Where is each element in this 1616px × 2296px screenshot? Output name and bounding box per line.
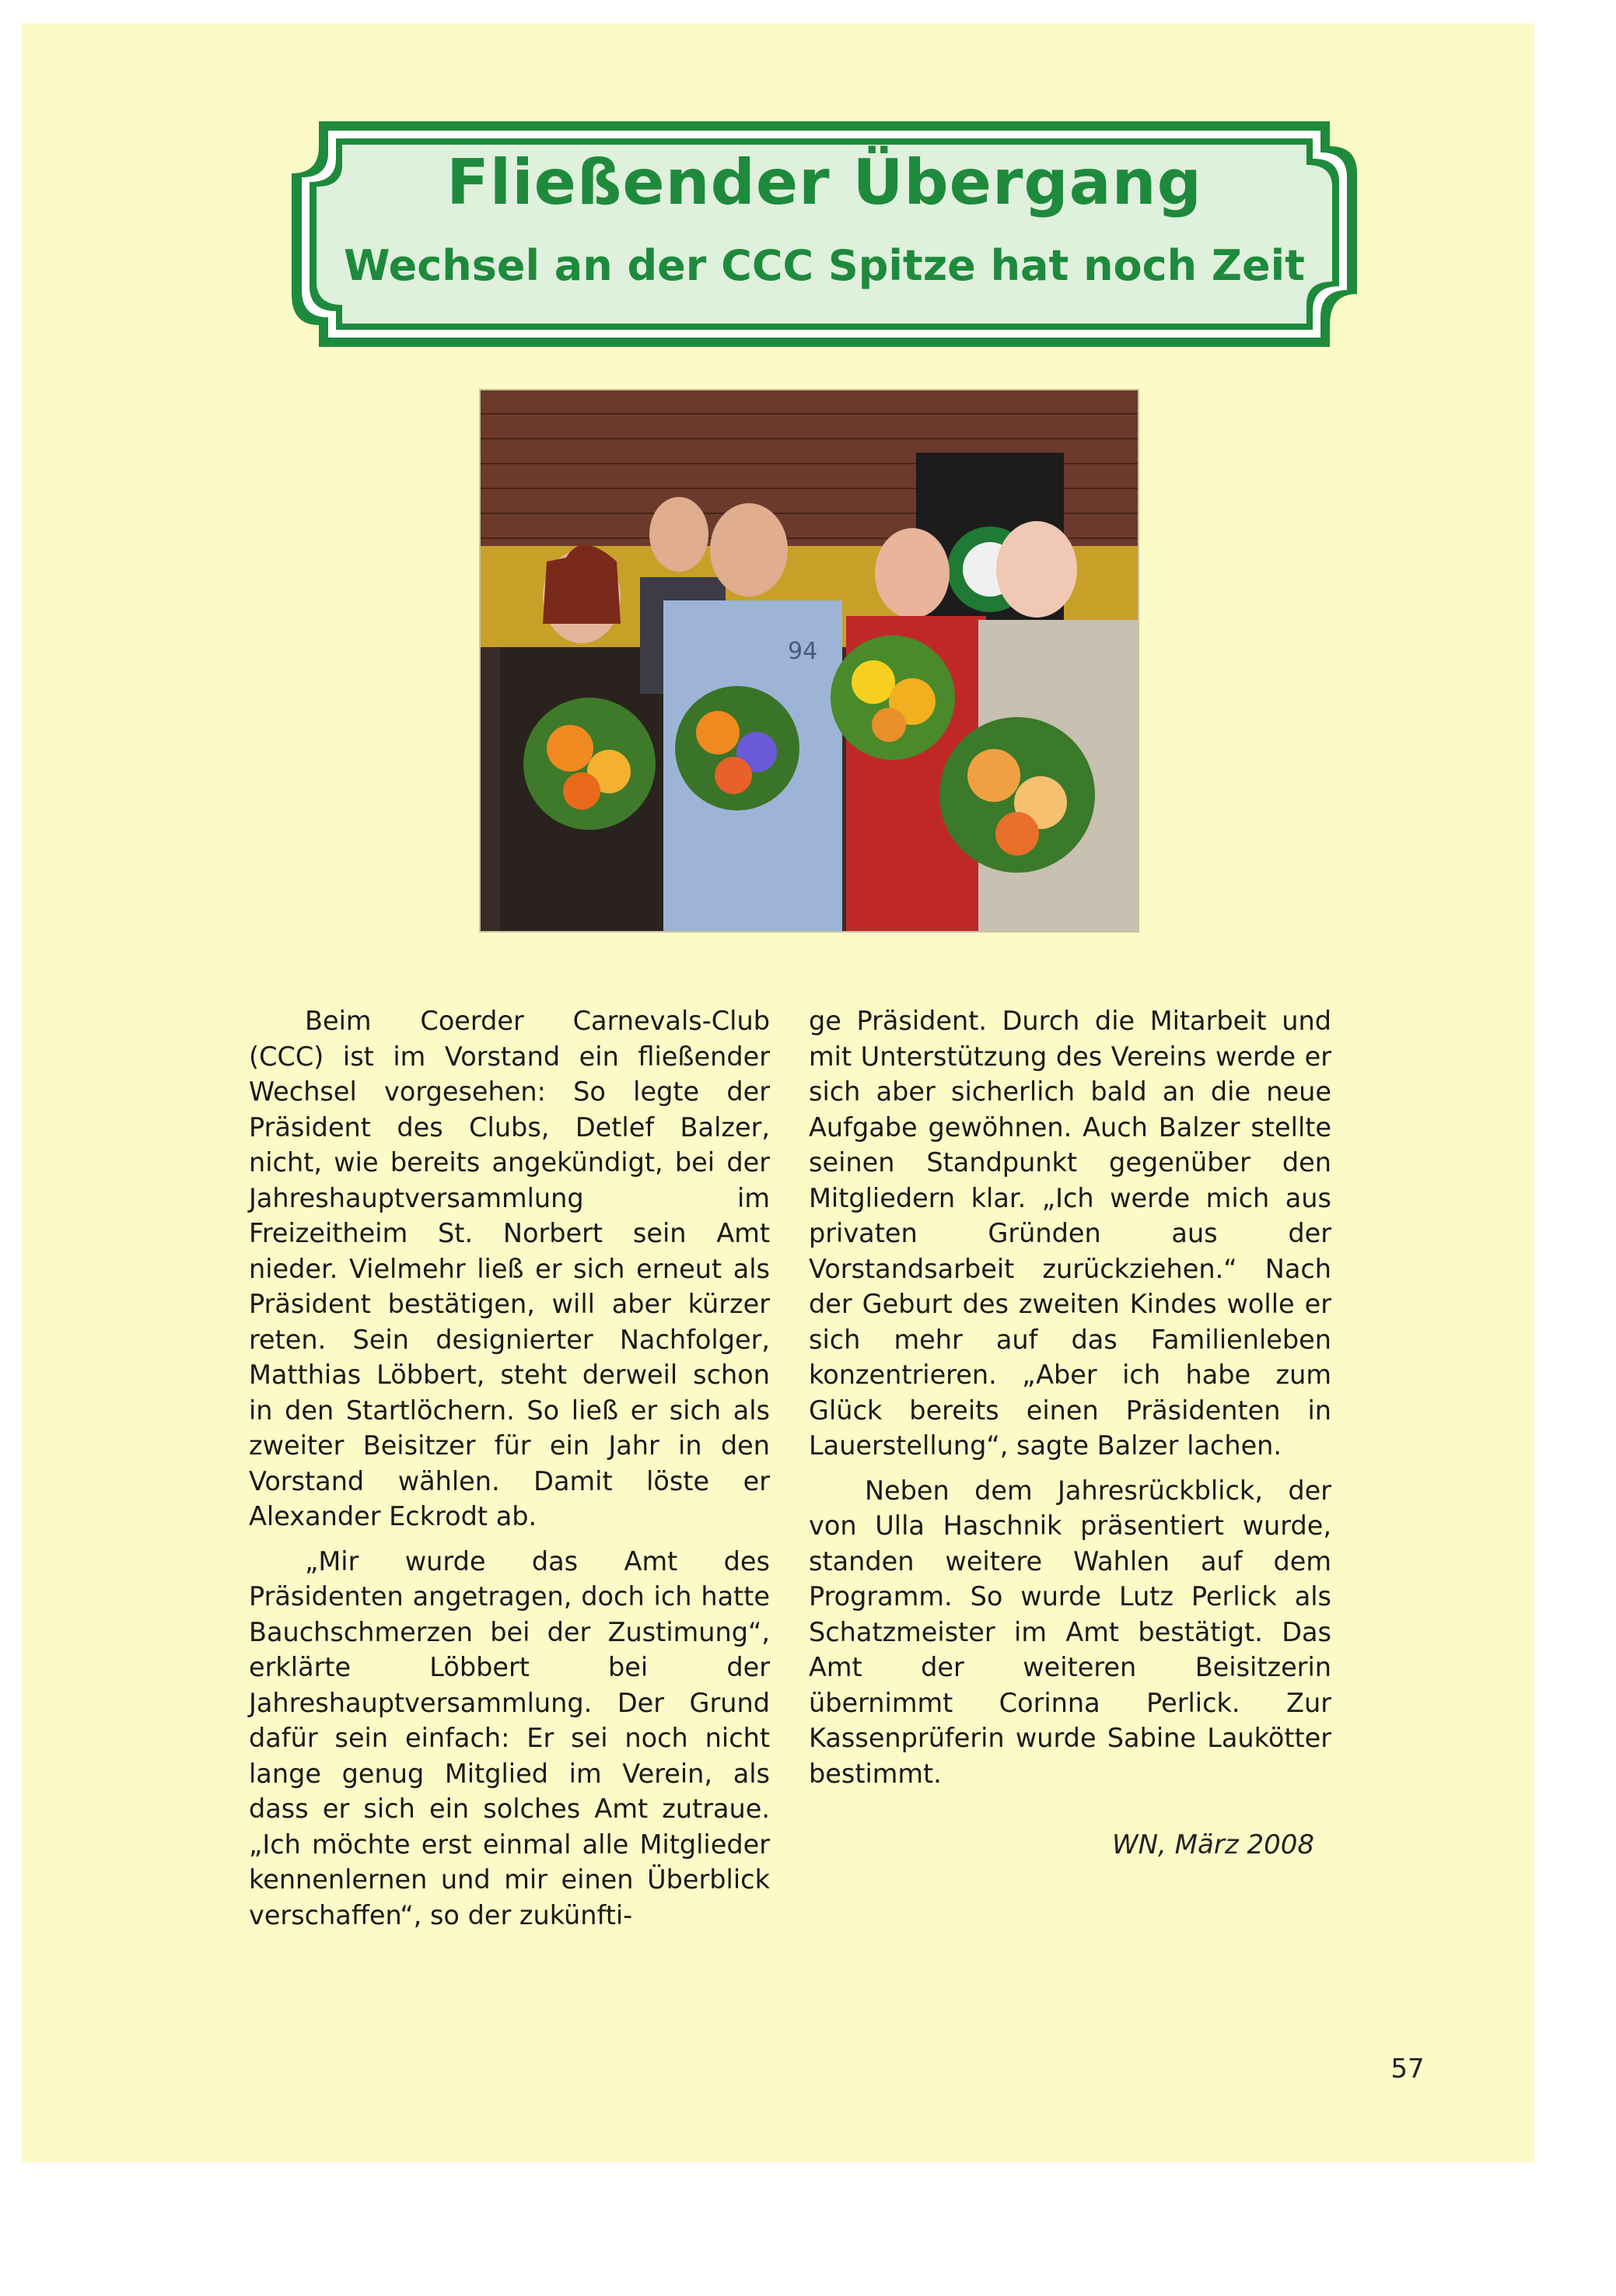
flower-bouquet-icon xyxy=(675,686,799,810)
shirt-number: 94 xyxy=(788,638,818,665)
flower-bouquet-icon xyxy=(939,717,1095,873)
page-number: 57 xyxy=(1390,2053,1425,2084)
title-plaque xyxy=(288,100,1361,356)
article-paragraph: Neben dem Jahresrückblick, der von Ulla Haschnik präsentiert wurde, standen weitere Wahlen auf dem Programm. So wurde Lutz Perlick als Schatzmeister im Amt bestätigt. Das Amt der weiteren Beisitzerin übernimmt Corinna Perlick. Zur Kassenprüferin wurde Sabine Laukötter bestimmt. xyxy=(809,1475,1331,1789)
article-column-left xyxy=(249,1003,770,1933)
flower-bouquet-icon xyxy=(831,635,955,760)
group-photo xyxy=(479,389,1139,933)
article-paragraph: ge Präsident. Durch die Mitarbeit und mit Unterstützung des Vereins werde er sich aber sicherlich bald an die neue Aufgabe gewöhnen. Auch Balzer stellte seinen Standpunkt gegenüber den Mitgliedern klar. „Ich werde mich aus privaten Gründen aus der Vorstandsarbeit zurückziehen.“ Nach der Geburt des zweiten Kindes wolle er sich mehr auf das Familienleben konzentrieren. „Aber ich habe zum Glück bereits einen Präsidenten in Lauerstellung“, sagte Balzer lachen. xyxy=(809,1006,1331,1461)
group-photo-with-flower-bouquets-icon xyxy=(481,390,1138,931)
plaque-frame xyxy=(288,100,1361,356)
flower-bouquet-icon xyxy=(523,698,656,830)
article-paragraph: Beim Coerder Carnevals-Club (CCC) ist im Vorstand ein fließender Wechsel vorgesehen: So legte der Präsident des Clubs, Detlef Balzer, nicht, wie bereits angekündigt, bei der Jahreshauptversammlung im Freizeitheim St. Norbert sein Amt nieder. Vielmehr ließ er sich erneut als Präsident bestätigen, will aber kürzer reten. Sein designierter Nachfolger, Matthias Löbbert, steht derweil schon in den Startlöchern. So ließ er sich als zweiter Beisitzer für ein Jahr in den Vorstand wählen. Damit löste er Alexander Eckrodt ab. xyxy=(249,1006,770,1531)
article-paragraph: „Mir wurde das Amt des Präsidenten angetragen, doch ich hatte Bauchschmerzen bei der Zustimung“, erklärte Löbbert bei der Jahreshauptversammlung. Der Grund dafür sein einfach: Er sei noch nicht lange genug Mitglied im Verein, als dass er sich ein solches Amt zutraue. „Ich möchte erst einmal alle Mitglieder kennenlernen und mir einen Überblick verschaffen“, so der zukünfti- xyxy=(249,1545,770,1930)
article-source: WN, März 2008 xyxy=(1112,1829,1314,1860)
article-column-right xyxy=(809,1003,1331,1791)
article-title: Fließender Übergang xyxy=(446,146,1202,219)
article-subtitle: Wechsel an der CCC Spitze hat noch Zeit xyxy=(344,241,1305,290)
